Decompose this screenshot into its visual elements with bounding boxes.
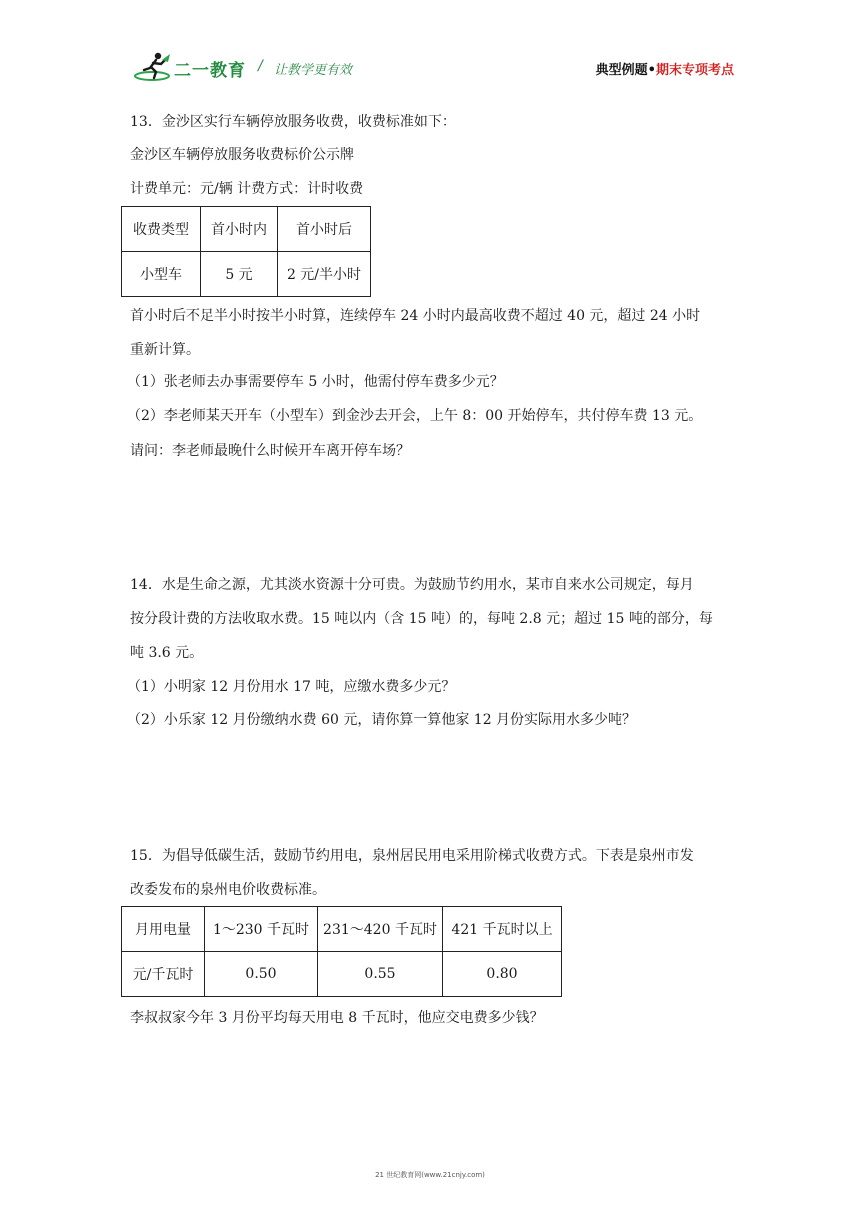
page-footer: 21 世纪教育网(www.21cnjy.com) [375, 1171, 485, 1179]
q15-line1: 15．为倡导低碳生活，鼓励节约用电，泉州居民用电采用阶梯式收费方式。下表是泉州市发 [130, 848, 694, 864]
q14-part1: （1）小明家 12 月份用水 17 吨，应缴水费多少元？ [127, 679, 456, 695]
table-header-cell: 1～230 千瓦时 [205, 907, 318, 952]
header-title-prefix: 典型例题 [595, 63, 648, 78]
q14-line1: 14．水是生命之源，尤其淡水资源十分可贵。为鼓励节约用水，某市自来水公司规定，每月 [130, 577, 694, 593]
runner-logo-icon [134, 50, 174, 82]
q15-line2: 改委发布的泉州电价收费标准。 [130, 882, 326, 898]
table-row [122, 952, 562, 997]
table-row [122, 252, 371, 297]
table-header-cell: 月用电量 [122, 907, 205, 952]
table-row [122, 207, 371, 252]
table-header-cell: 421 千瓦时以上 [443, 907, 562, 952]
table-header-cell: 231～420 千瓦时 [318, 907, 443, 952]
header-title-accent: 期末专项考点 [655, 63, 734, 78]
table-row [122, 907, 562, 952]
q13-fee-table [121, 206, 371, 297]
brand-name: 二一教育 [174, 61, 246, 81]
table-cell: 5 元 [201, 252, 278, 297]
table-header-cell: 首小时内 [201, 207, 278, 252]
table-cell: 2 元/半小时 [278, 252, 371, 297]
table-cell: 0.80 [443, 952, 562, 997]
table-cell: 0.50 [205, 952, 318, 997]
q15-question: 李叔叔家今年 3 月份平均每天用电 8 千瓦时，他应交电费多少钱？ [130, 1010, 544, 1026]
table-header-cell: 首小时后 [278, 207, 371, 252]
header-title-dot: • [647, 63, 656, 78]
table-cell: 小型车 [122, 252, 201, 297]
page-header [134, 50, 734, 84]
table-cell: 0.55 [318, 952, 443, 997]
table-cell: 元/千瓦时 [122, 952, 205, 997]
q13-board: 金沙区车辆停放服务收费标价公示牌 [130, 147, 354, 163]
q13-part1: （1）张老师去办事需要停车 5 小时，他需付停车费多少元？ [127, 374, 504, 390]
header-section-title [596, 59, 734, 78]
table-header-cell: 收费类型 [122, 207, 201, 252]
q13-part2-line2: 请问：李老师最晚什么时候开车离开停车场？ [130, 443, 410, 459]
brand-slogan: 让教学更有效 [274, 63, 353, 78]
q13-part2-line1: （2）李老师某天开车（小型车）到金沙去开会，上午 8：00 开始停车，共付停车费 13 元。 [127, 408, 703, 424]
q13-rule-line1: 首小时后不足半小时按半小时算，连续停车 24 小时内最高收费不超过 40 元，超过 24 小时 [130, 308, 701, 324]
q14-line3: 吨 3.6 元。 [130, 645, 204, 661]
header-separator: / [258, 58, 263, 74]
q15-price-table [121, 906, 562, 997]
q14-part2: （2）小乐家 12 月份缴纳水费 60 元，请你算一算他家 12 月份实际用水多少吨？ [127, 712, 637, 728]
q14-line2: 按分段计费的方法收取水费。15 吨以内（含 15 吨）的，每吨 2.8 元；超过 15 吨的部分，每 [130, 611, 713, 627]
q13-title: 13．金沙区实行车辆停放服务收费，收费标准如下： [130, 114, 456, 130]
q13-rule-line2: 重新计算。 [130, 342, 200, 358]
q13-unit: 计费单元：元/辆 计费方式：计时收费 [130, 181, 364, 197]
